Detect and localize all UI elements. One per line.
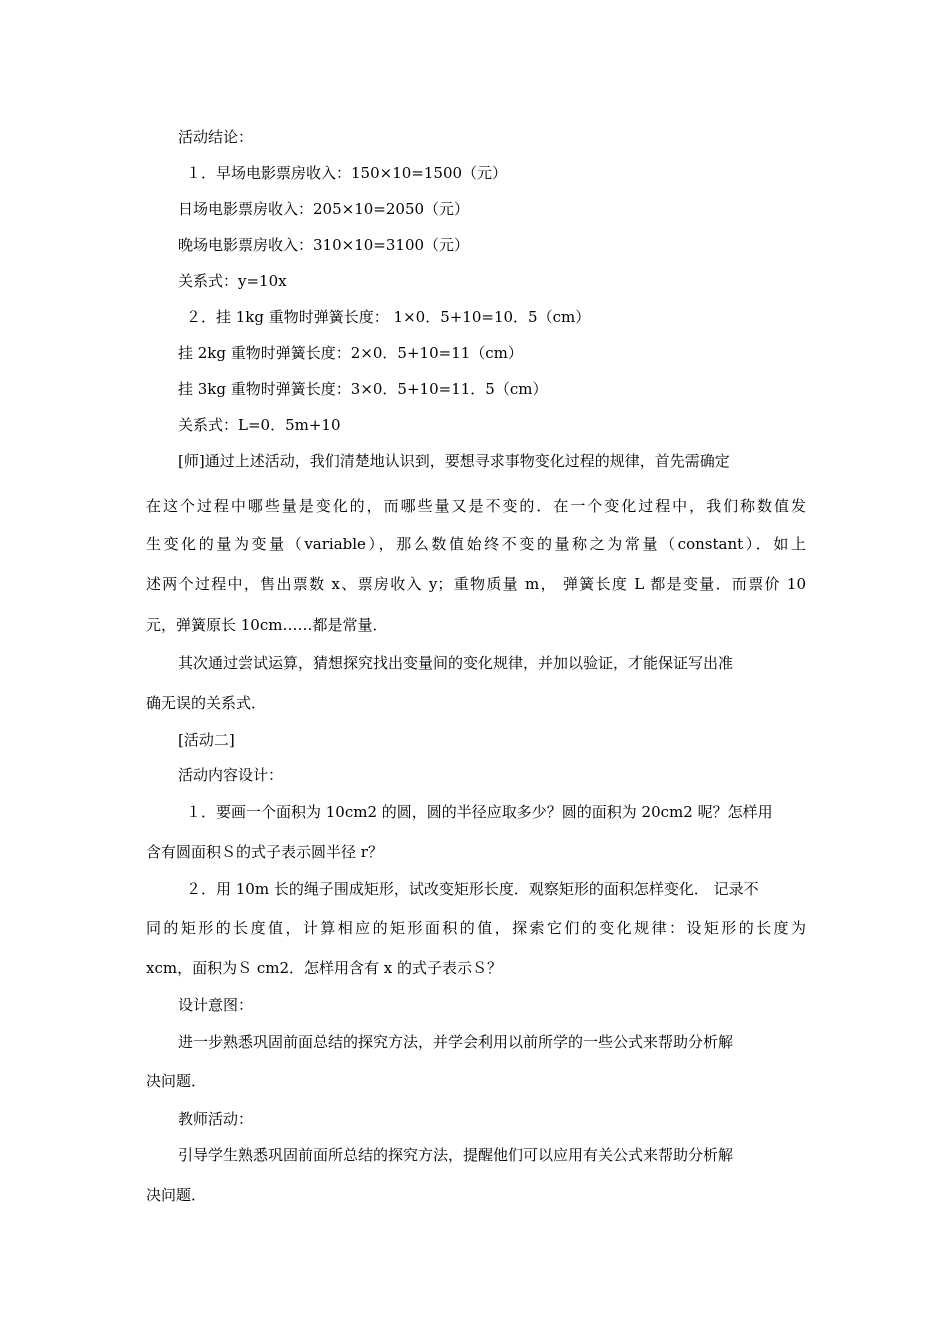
section-heading-activity-design: 活动内容设计： [178,766,284,784]
paragraph-line: 确无误的关系式． [146,694,267,712]
section-heading-design-intent: 设计意图： [178,996,254,1014]
paragraph-line: １．早场电影票房收入：150×10=1500（元） [186,164,508,182]
paragraph-line: 进一步熟悉巩固前面总结的探究方法，并学会利用以前所学的一些公式来帮助分析解 [178,1033,734,1051]
paragraph-line: 决问题． [146,1072,207,1090]
paragraph-line: 同的矩形的长度值，计算相应的矩形面积的值，探索它们的变化规律：设矩形的长度为 [146,919,806,937]
paragraph-line: xcm，面积为Ｓ cm2．怎样用含有 x 的式子表示Ｓ？ [146,959,503,977]
paragraph-line: 关系式：y=10x [178,272,287,290]
paragraph-line: [师]通过上述活动，我们清楚地认识到，要想寻求事物变化过程的规律，首先需确定 [178,452,730,470]
paragraph-line: 引导学生熟悉巩固前面所总结的探究方法，提醒他们可以应用有关公式来帮助分析解 [178,1146,734,1164]
section-heading-activity-two: [活动二] [178,731,235,749]
paragraph-line: 晚场电影票房收入：310×10=3100（元） [178,236,470,254]
section-heading-teacher-activity: 教师活动： [178,1110,254,1128]
paragraph-line: 关系式：L=0．5m+10 [178,416,341,434]
paragraph-line: 含有圆面积Ｓ的式子表示圆半径 r？ [146,843,383,861]
paragraph-line: 生变化的量为变量（variable），那么数值始终不变的量称之为常量（constant）．如上 [146,535,806,553]
paragraph-line: 述两个过程中，售出票数 x、票房收入 y；重物质量 m， 弹簧长度 L 都是变量．而票价 10 [146,575,806,593]
paragraph-line: 其次通过尝试运算，猜想探究找出变量间的变化规律，并加以验证，才能保证写出准 [178,654,734,672]
paragraph-line: ２．用 10m 长的绳子围成矩形，试改变矩形长度．观察矩形的面积怎样变化． 记录不 [186,880,759,898]
paragraph-line: 元，弹簧原长 10cm……都是常量． [146,616,388,634]
paragraph-line: 挂 3kg 重物时弹簧长度：3×0．5+10=11．5（cm） [178,380,548,398]
paragraph-line: 挂 2kg 重物时弹簧长度：2×0．5+10=11（cm） [178,344,523,362]
paragraph-line: ２．挂 1kg 重物时弹簧长度： 1×0．5+10=10．5（cm） [186,308,591,326]
paragraph-line: １．要画一个面积为 10cm2 的圆，圆的半径应取多少？圆的面积为 20cm2 呢？怎样用 [186,803,773,821]
section-heading-activity-conclusion: 活动结论： [178,128,254,146]
paragraph-line: 日场电影票房收入：205×10=2050（元） [178,200,470,218]
paragraph-line: 在这个过程中哪些量是变化的，而哪些量又是不变的．在一个变化过程中，我们称数值发 [146,497,806,515]
paragraph-line: 决问题． [146,1186,207,1204]
